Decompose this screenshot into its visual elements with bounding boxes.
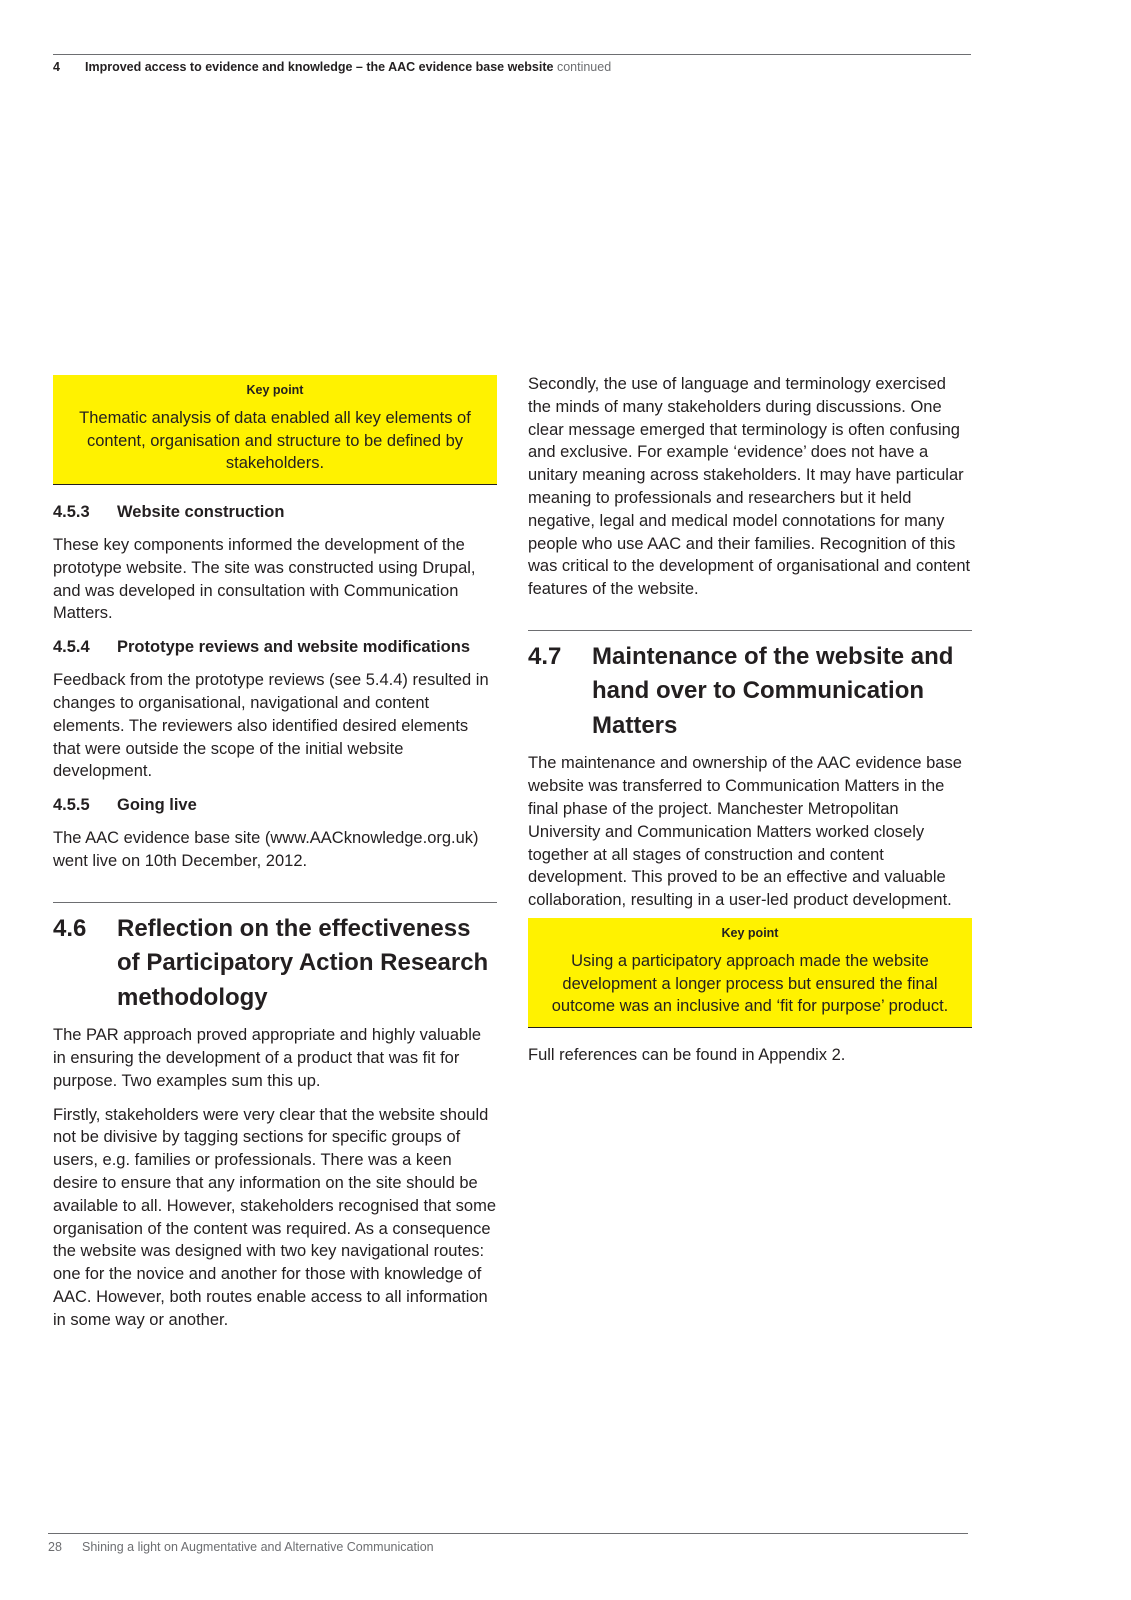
references-note: Full references can be found in Appendix 2.	[528, 1046, 846, 1065]
section-rule	[53, 902, 497, 903]
running-header	[53, 59, 611, 75]
footer-rule	[48, 1533, 968, 1534]
key-point-text: Thematic analysis of data enabled all key elements of content, organisation and structure to be defined by stakeholders.	[79, 409, 471, 472]
section-4-7-body: The maintenance and ownership of the AAC evidence base website was transferred to Communication Matters in the final phase of the project. Manchester Metropolitan University and Communication Matters worked closely together at all stages of construction and content development. This proved to be an effective and valuable collaboration, resulting in a user-led product development.	[528, 754, 962, 910]
header-rule	[53, 54, 971, 55]
chapter-title: Improved access to evidence and knowledge – the AAC evidence base website	[85, 60, 554, 74]
section-4-6-heading	[53, 912, 497, 1016]
secondly-paragraph: Secondly, the use of language and terminology exercised the minds of many stakeholders during discussions. One clear message emerged that terminology is often confusing and exclusive. For example ‘evidence’ does not have a unitary meaning across stakeholders. It may have particular meaning to professionals and researchers but it held negative, legal and medical model connotations for many people who use AAC and their families. Recognition of this was critical to the development of organisational and content features of the website.	[528, 375, 971, 599]
section-number: 4.5.4	[53, 638, 90, 657]
section-4-5-5-heading	[53, 794, 497, 816]
section-4-5-3-heading	[53, 501, 497, 523]
key-point-label: Key point	[721, 926, 779, 941]
section-number: 4.7	[528, 642, 562, 670]
section-number: 4.5.3	[53, 503, 90, 521]
section-4-7-heading	[528, 640, 972, 744]
left-column	[53, 375, 497, 1332]
section-4-6-para-1: The PAR approach proved appropriate and highly valuable in ensuring the development of a product that was fit for purpose. Two examples sum this up.	[53, 1026, 482, 1090]
key-point-box-2	[528, 918, 972, 1028]
section-title: Maintenance of the website and hand over to Communication Matters	[592, 642, 954, 739]
key-point-label: Key point	[246, 383, 304, 397]
section-4-5-5-body: The AAC evidence base site (www.AACknowledge.org.uk) went live on 10th December, 2012.	[53, 829, 479, 870]
section-title: Going live	[117, 796, 197, 815]
section-4-5-4-body: Feedback from the prototype reviews (see 5.4.4) resulted in changes to organisational, navigational and content elements. The reviewers also identified desired elements that were outside the scope of the initial website development.	[53, 671, 489, 781]
continued-label: continued	[556, 60, 612, 74]
section-number: 4.6	[53, 914, 87, 942]
section-number: 4.5.5	[53, 796, 90, 815]
section-4-6-para-2: Firstly, stakeholders were very clear that the website should not be divisive by tagging sections for specific groups of users, e.g. families or professionals. There was a keen desire to ensure that any information on the site should be available to all. However, stakeholders recognised that some organisation of the content was required. As a consequence the website was designed with two key navigational routes: one for the novice and another for those with knowledge of AAC. However, both routes enable access to all information in some way or another.	[53, 1105, 496, 1329]
right-column	[528, 375, 972, 1067]
running-footer	[48, 1539, 434, 1555]
section-title: Prototype reviews and website modifications	[117, 638, 471, 657]
section-4-5-3-body: These key components informed the development of the prototype website. The site was constructed using Drupal, and was developed in consultation with Communication Matters.	[53, 536, 476, 623]
chapter-number: 4	[53, 60, 60, 74]
section-4-5-4-heading	[53, 636, 497, 658]
section-rule	[528, 630, 972, 631]
page-number: 28	[48, 1540, 62, 1554]
key-point-text: Using a participatory approach made the website development a longer process but ensured the final outcome was an inclusive and ‘fit for purpose’ product.	[551, 952, 949, 1016]
key-point-box-1	[53, 375, 497, 485]
section-title: Reflection on the effectiveness of Participatory Action Research methodology	[117, 914, 489, 1011]
publication-title: Shining a light on Augmentative and Alternative Communication	[82, 1540, 434, 1554]
section-title: Website construction	[117, 503, 285, 521]
